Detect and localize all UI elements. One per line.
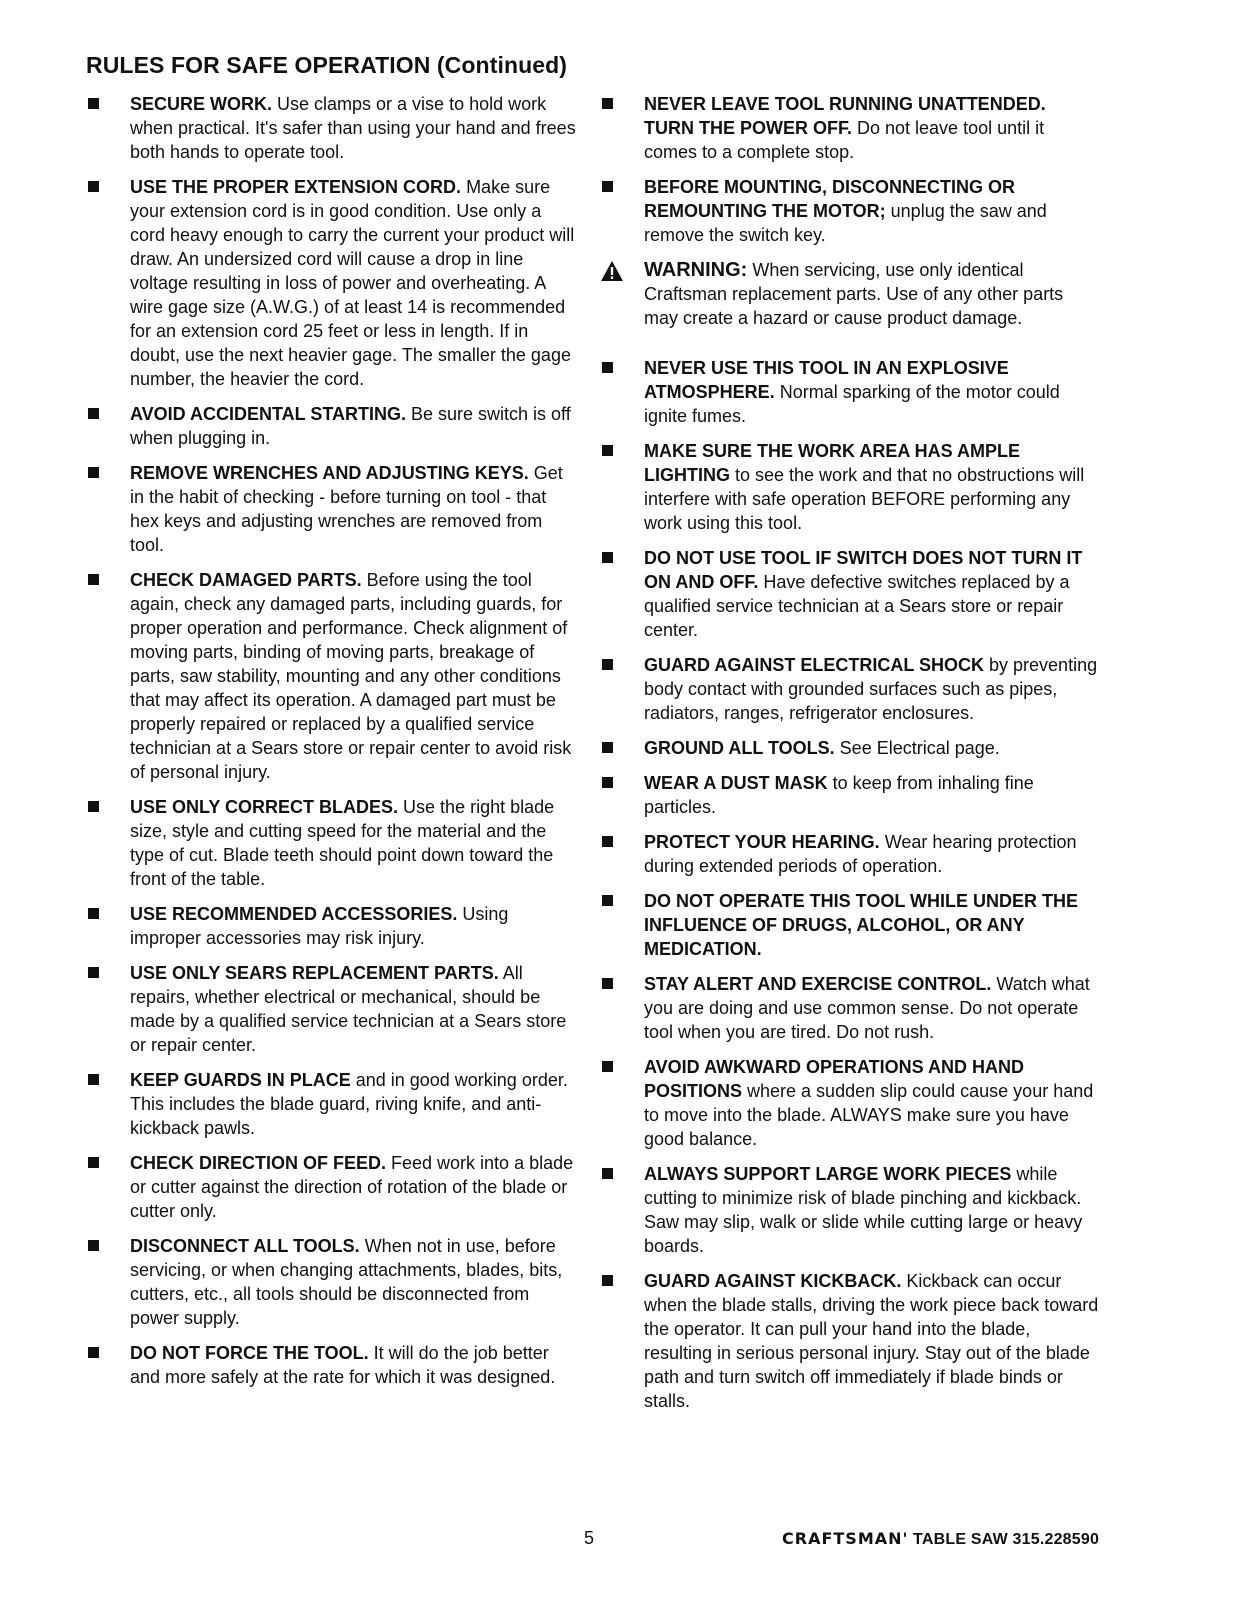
square-bullet-icon bbox=[602, 836, 613, 847]
item-heading: GUARD AGAINST KICKBACK. bbox=[644, 1271, 902, 1291]
warning-triangle-icon bbox=[600, 260, 624, 282]
square-bullet-icon bbox=[602, 1168, 613, 1179]
list-item bbox=[86, 795, 576, 891]
footer-model bbox=[782, 1529, 1099, 1549]
square-bullet-icon bbox=[88, 908, 99, 919]
item-heading: STAY ALERT AND EXERCISE CONTROL. bbox=[644, 974, 992, 994]
item-heading: USE THE PROPER EXTENSION CORD. bbox=[130, 177, 462, 197]
warning-body: When servicing, use only identical Craftsman replacement parts. Use of any other parts may create a hazard or cause product damage. bbox=[644, 260, 1064, 328]
square-bullet-icon bbox=[602, 98, 613, 109]
square-bullet-icon bbox=[88, 98, 99, 109]
square-bullet-icon bbox=[602, 181, 613, 192]
item-body: Feed work into a blade or cutter against the direction of rotation of the blade or cutter only. bbox=[130, 1153, 574, 1221]
square-bullet-icon bbox=[88, 801, 99, 812]
square-bullet-icon bbox=[88, 408, 99, 419]
item-body: Be sure switch is off when plugging in. bbox=[130, 404, 571, 448]
item-heading: PROTECT YOUR HEARING. bbox=[644, 832, 880, 852]
item-body: while cutting to minimize risk of blade pinching and kickback. Saw may slip, walk or slide while cutting large or heavy boards. bbox=[644, 1164, 1083, 1256]
item-heading: DO NOT FORCE THE TOOL. bbox=[130, 1343, 369, 1363]
item-heading: DO NOT OPERATE THIS TOOL WHILE UNDER THE INFLUENCE OF DRUGS, ALCOHOL, OR ANY MEDICATION. bbox=[644, 891, 1079, 959]
item-heading: AVOID ACCIDENTAL STARTING. bbox=[130, 404, 406, 424]
item-body: Use the right blade size, style and cutting speed for the material and the type of cut. Blade teeth should point down toward the front of the table. bbox=[130, 797, 555, 889]
warning-label: WARNING: bbox=[644, 259, 748, 281]
model-text: TABLE SAW 315.228590 bbox=[908, 1531, 1100, 1548]
list-item bbox=[86, 1341, 576, 1389]
item-heading: BEFORE MOUNTING, DISCONNECTING OR REMOUNTING THE MOTOR; bbox=[644, 177, 1016, 221]
item-heading: MAKE SURE THE WORK AREA HAS AMPLE LIGHTING bbox=[644, 441, 1021, 485]
square-bullet-icon bbox=[602, 659, 613, 670]
item-body: Watch what you are doing and use common sense. Do not operate tool when you are tired. Do not rush. bbox=[644, 974, 1090, 1042]
square-bullet-icon bbox=[602, 362, 613, 373]
item-heading: SECURE WORK. bbox=[130, 94, 273, 114]
item-heading: REMOVE WRENCHES AND ADJUSTING KEYS. bbox=[130, 463, 529, 483]
square-bullet-icon bbox=[88, 967, 99, 978]
item-body: to keep from inhaling fine particles. bbox=[644, 773, 1034, 817]
list-item bbox=[86, 402, 576, 450]
item-heading: KEEP GUARDS IN PLACE bbox=[130, 1070, 351, 1090]
item-heading: CHECK DAMAGED PARTS. bbox=[130, 570, 362, 590]
item-body: and in good working order. This includes the blade guard, riving knife, and anti-kickback pawls. bbox=[130, 1070, 568, 1138]
square-bullet-icon bbox=[602, 552, 613, 563]
item-body: Before using the tool again, check any damaged parts, including guards, for proper operation and performance. Check alignment of moving parts, binding of moving parts, breakage of parts, saw stability, mounting and any other conditions that may affect its operation. A damaged part must be properly repaired or replaced by a qualified service technician at a Sears store or repair center to avoid risk of personal injury. bbox=[130, 570, 572, 782]
brand-logo: CRAFTSMAN' bbox=[782, 1529, 909, 1548]
list-item bbox=[86, 1068, 576, 1140]
item-body: It will do the job better and more safely at the rate for which it was designed. bbox=[130, 1343, 556, 1387]
item-heading: NEVER USE THIS TOOL IN AN EXPLOSIVE ATMOSPHERE. bbox=[644, 358, 1009, 402]
item-body: Wear hearing protection during extended periods of operation. bbox=[644, 832, 1077, 876]
item-body: Have defective switches replaced by a qualified service technician at a Sears store or repair center. bbox=[644, 572, 1070, 640]
square-bullet-icon bbox=[88, 1347, 99, 1358]
item-body: Do not leave tool until it comes to a complete stop. bbox=[644, 118, 1045, 162]
item-body: Kickback can occur when the blade stalls, driving the work piece back toward the operator. It can pull your hand into the blade, resulting in serious personal injury. Stay out of the blade path and turn switch off immediately if blade binds or stalls. bbox=[644, 1271, 1099, 1411]
list-item bbox=[86, 902, 576, 950]
list-item bbox=[600, 439, 1100, 535]
square-bullet-icon bbox=[602, 742, 613, 753]
list-item bbox=[86, 1234, 576, 1330]
page-title: RULES FOR SAFE OPERATION (Continued) bbox=[86, 52, 568, 78]
item-body: See Electrical page. bbox=[834, 738, 1000, 758]
item-heading: GUARD AGAINST ELECTRICAL SHOCK bbox=[644, 655, 985, 675]
list-item bbox=[600, 653, 1100, 725]
left-column bbox=[86, 92, 576, 1400]
item-body: where a sudden slip could cause your hand to move into the blade. ALWAYS make sure you have good balance. bbox=[644, 1081, 1094, 1149]
list-item bbox=[600, 1269, 1100, 1413]
list-item bbox=[600, 830, 1100, 878]
item-heading: NEVER LEAVE TOOL RUNNING UNATTENDED. TURN THE POWER OFF. bbox=[644, 94, 1046, 138]
item-heading: USE ONLY SEARS REPLACEMENT PARTS. bbox=[130, 963, 499, 983]
item-body: All repairs, whether electrical or mechanical, should be made by a qualified service technician at a Sears store or repair center. bbox=[130, 963, 567, 1055]
square-bullet-icon bbox=[602, 1061, 613, 1072]
item-body: When not in use, before servicing, or when changing attachments, blades, bits, cutters, etc., all tools should be disconnected from power supply. bbox=[130, 1236, 563, 1328]
square-bullet-icon bbox=[602, 777, 613, 788]
warning-note bbox=[600, 258, 1100, 330]
item-heading: GROUND ALL TOOLS. bbox=[644, 738, 835, 758]
item-heading: AVOID AWKWARD OPERATIONS AND HAND POSITIONS bbox=[644, 1057, 1024, 1101]
page-number: 5 bbox=[584, 1528, 595, 1548]
square-bullet-icon bbox=[88, 574, 99, 585]
item-heading: WEAR A DUST MASK bbox=[644, 773, 828, 793]
item-body: Make sure your extension cord is in good condition. Use only a cord heavy enough to carry the current your product will draw. An undersized cord will cause a drop in line voltage resulting in loss of power and overheating. A wire gage size (A.W.G.) of at least 14 is recommended for an extension cord 25 feet or less in length. If in doubt, use the next heavier gage. The smaller the gage number, the heavier the cord. bbox=[130, 177, 575, 389]
item-body: to see the work and that no obstructions will interfere with safe operation BEFORE performing any work using this tool. bbox=[644, 465, 1085, 533]
list-item bbox=[86, 175, 576, 391]
item-body: Use clamps or a vise to hold work when practical. It's safer than using your hand and frees both hands to operate tool. bbox=[130, 94, 576, 162]
square-bullet-icon bbox=[602, 445, 613, 456]
item-heading: USE RECOMMENDED ACCESSORIES. bbox=[130, 904, 458, 924]
list-item bbox=[600, 972, 1100, 1044]
item-body: unplug the saw and remove the switch key. bbox=[644, 201, 1047, 245]
list-item bbox=[600, 356, 1100, 428]
right-column bbox=[600, 92, 1100, 1424]
list-item bbox=[600, 546, 1100, 642]
list-item bbox=[600, 736, 1100, 760]
item-body: Normal sparking of the motor could ignite fumes. bbox=[644, 382, 1060, 426]
list-item bbox=[600, 1162, 1100, 1258]
list-item bbox=[86, 961, 576, 1057]
list-item bbox=[86, 568, 576, 784]
item-body: Using improper accessories may risk injury. bbox=[130, 904, 509, 948]
item-heading: DISCONNECT ALL TOOLS. bbox=[130, 1236, 360, 1256]
item-heading: USE ONLY CORRECT BLADES. bbox=[130, 797, 399, 817]
list-item bbox=[86, 1151, 576, 1223]
square-bullet-icon bbox=[88, 1240, 99, 1251]
list-item bbox=[600, 175, 1100, 247]
list-item bbox=[600, 771, 1100, 819]
list-item bbox=[600, 92, 1100, 164]
square-bullet-icon bbox=[88, 181, 99, 192]
item-body: Get in the habit of checking - before turning on tool - that hex keys and adjusting wrenches are removed from tool. bbox=[130, 463, 563, 555]
item-body: by preventing body contact with grounded surfaces such as pipes, radiators, ranges, refrigerator enclosures. bbox=[644, 655, 1098, 723]
square-bullet-icon bbox=[88, 1074, 99, 1085]
square-bullet-icon bbox=[88, 467, 99, 478]
list-item bbox=[86, 92, 576, 164]
square-bullet-icon bbox=[602, 895, 613, 906]
item-heading: CHECK DIRECTION OF FEED. bbox=[130, 1153, 387, 1173]
item-heading: ALWAYS SUPPORT LARGE WORK PIECES bbox=[644, 1164, 1012, 1184]
list-item bbox=[600, 889, 1100, 961]
square-bullet-icon bbox=[88, 1157, 99, 1168]
item-heading: DO NOT USE TOOL IF SWITCH DOES NOT TURN IT ON AND OFF. bbox=[644, 548, 1083, 592]
square-bullet-icon bbox=[602, 1275, 613, 1286]
list-item bbox=[86, 461, 576, 557]
list-item bbox=[600, 1055, 1100, 1151]
square-bullet-icon bbox=[602, 978, 613, 989]
